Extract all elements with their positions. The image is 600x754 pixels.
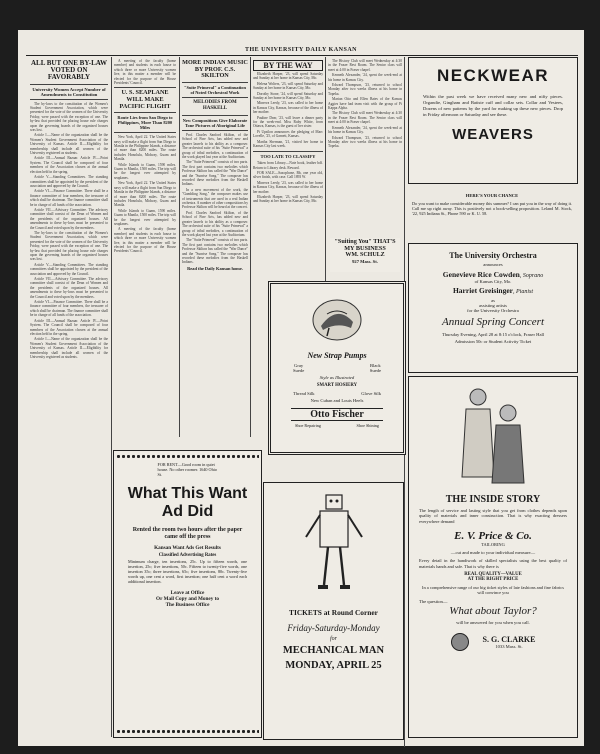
dotted-border-bottom [116, 729, 259, 734]
tickets-show: MECHANICAL MAN [282, 645, 385, 656]
news-item: Kenneth Alexander, '24, spent the week-end at his home in Kansas City. [328, 73, 402, 82]
ev-price-tailoring: TAILORING [481, 542, 505, 548]
seaplane-paragraph: While Islands to Guam, 1590 miles. Guam to Manila, 1500 miles. The trip will be the longest ever attempted by seaplanes. [114, 208, 176, 226]
by-the-way-item: Minerva Leedy, '23, was called to her home in Kansas City, Kansas, because of the illness of her mother. [253, 101, 323, 115]
strap-pumps-title: New Strap Pumps [307, 351, 367, 360]
otto-fischer-name: Otto Fischer [291, 408, 383, 421]
concert-for: for the University Orchestra [467, 308, 519, 313]
neckwear-title: NECKWEAR [436, 66, 550, 85]
concert-admission: Admission 50c or Student Activity Ticket [454, 339, 532, 344]
bylaws-paragraph: The by-laws to the constitution of the Women's Student Government Association, which were presented for the vote of the women of the University Friday, were passed with the exception of one. The by-law that provided for placing house rule charges upon the governing boards of the organized houses was lost. [30, 230, 108, 262]
bylaws-paragraph: Article VII.—Advisory Committee. The advisory committee shall consist of the Dean of Women and the presidents of the organized houses. All amendments to these by-laws must be presented to the Council and voted upon by the members. [30, 277, 108, 299]
seaplane-paragraph: A meeting of the faculty (home member) and students in each house to which three or more University women live, in this matter a member will be elected for the purpose of the House Presidents' Council. [114, 59, 176, 86]
classified-item: FOR SALE—Saxophone, Bb, one year old, silver finish, with case. Call 1893 W. [253, 170, 323, 180]
too-late-title: TOO LATE TO CLASSIFY [260, 153, 316, 159]
real-quality: REAL QUALITY—VALUE [464, 572, 522, 578]
chance-text: Do you want to make considerable money this summer? I can put you in the way of doing it. Call me up right away. This is positively not a book-selling proposition. Leland M. Stock, '22, 925 Indiana St., Phone 590 or K. U. 58. [412, 200, 572, 217]
masthead: THE UNIVERSITY DAILY KANSAN [244, 47, 358, 53]
bylaws-paragraph: Article V.—Standing Committees. The standing committees shall be appointed by the president of the association and approved by the Council. [30, 262, 108, 276]
want-ad-title: What This Want Ad Did [127, 485, 248, 520]
mechanical-man-illustration [302, 491, 366, 595]
bylaws-paragraph: Article I.—Name of the organization shall be the Women's Student Government Association of the University of Kansas. Article II.—Eligibility for membership shall include all women of the University registered as students. [30, 133, 108, 156]
concert-event: Annual Spring Concert [441, 316, 545, 328]
dotted-border-top [116, 454, 259, 459]
skilton-paragraph: Prof. Charles Sanford Skilton, of the School of Fine Arts, has added new and greater laurels to his ability as a composer. The orchestral suite of his "Suite Primeval" a group of tribal melodies, a continuation of the work played last year at the Auditorium. [182, 210, 248, 237]
seaplane-paragraph: While Islands to Guam, 1590 miles. Guam to Manila, 1500 miles. The trip will be the longest ever attempted by seaplanes. [114, 162, 176, 180]
concert-performer-2-role: , Pianist [513, 289, 534, 295]
by-the-way-item: Pauline Dear, '23, will leave a dinner party for the week-end. Miss Ruby White, from Ottawa, Kansas, is the guest of her sister. [253, 115, 323, 129]
concert-ad [408, 243, 578, 373]
skilton-paragraph: The "Suite Primeval" consists of two parts. The first part contains two melodies which Professor Skilton has called the "War Dance" and the "Sunrise Song." The composer has recorded these melodies from the Haskell Indians. [182, 238, 248, 265]
by-the-way-title: BY THE WAY [253, 60, 323, 71]
classified-item: Taken from Library—Note book, leather bdf. Return to Library desk. Reward. [253, 161, 323, 170]
skilton-subhead: "Suite Primeval" a Continuation of Noted Orchestral Work [184, 84, 246, 95]
news-item: Edward Thompson, '23, returned to school Monday after two weeks illness at his home in Topeka. [328, 83, 402, 96]
column-rule [179, 57, 180, 437]
schulz-ad-title: "Suiting You" THAT'S MY BUSINESS [334, 238, 396, 252]
by-the-way-item: Elizabeth Harper, '23, will spend Saturday and Sunday at her home in Kansas City, Mo. [253, 72, 323, 81]
column-rule [250, 57, 251, 437]
inside-story-text-3: In a comprehensive range of our big ticket styles of late fashions and fine fabrics will convince you [422, 585, 564, 596]
strap-style: Style as Illustrated [319, 375, 355, 380]
men-illustration [454, 383, 532, 487]
by-the-way-item: Elizabeth Harper, '23, will spend Saturday and Sunday at her home in Kansas City, Mo. [253, 194, 323, 204]
neckwear-ad [408, 57, 578, 184]
skilton-paragraph: In a new movement of the work, the "Gambling Song," the composer makes use of instruments that are used in a real Indian orchestra. A number of other compositions by Professor Skilton will be heard at the concert. [182, 187, 248, 210]
skilton-footer: Read the Daily Kansan home. [187, 265, 243, 271]
bylaws-paragraph: Article VI.—Finance Committee. There shall be a finance committee of four members, the treasurer of which shall be chairman. The finance committee shall be in charge of all funds of the association. [30, 300, 108, 318]
concert-performer-1-city: of Kansas City, Mo. [474, 279, 512, 284]
masthead-rule [26, 55, 578, 56]
strap-colors-left: Gray Suede [293, 363, 305, 373]
seaplane-headline: U. S. SEAPLANE WILL MAKE PACIFIC FLIGHT [119, 89, 171, 110]
news-item: The History Club will meet Wednesday at 4:30 in the Fraser Rest Room. The Senior class will meet at 4:00 in Fraser chapel. [328, 59, 402, 72]
want-ad-kansan: Kansan Want Ads Get Results [154, 545, 221, 551]
column-rule [325, 57, 326, 297]
want-ad-result: Rented the room two hours after the paper came off the press [132, 527, 243, 540]
by-the-way-item: Martha Sherman, '21, visited her home in Kansas City last week. [253, 139, 323, 149]
concert-as: as [491, 298, 495, 303]
strap-colors-right: Black Suede [369, 363, 381, 373]
concert-announces: announces [483, 262, 503, 267]
bylaws-paragraph: Article V.—Standing Committees. The standing committees shall be appointed by the president of the association and approved by the Council. [30, 175, 108, 188]
chance-title: HERE'S YOUR CHANCE [465, 193, 519, 198]
seaplane-paragraph: New York, April 22. The United States navy will make a flight from San Diego to Manila in the Philippine Islands, a distance of more than 8200 miles. The route includes Honolulu, Midway, Guam and Manila. [114, 181, 176, 208]
strap-tag-right: Shoe Shining [356, 423, 379, 428]
by-the-way-item: Minerva Leedy, '23, was called to her home in Kansas City, Kansas, because of the illness of her mother. [253, 180, 323, 194]
bylaws-paragraph: The by-laws to the constitution of the Women's Student Government Association, which were presented for the vote of the women of the University Friday, were passed with the exception of one. The by-law that provided for placing house rule charges upon the governing boards of the organized houses was lost. [30, 101, 108, 133]
clarke-address: 1033 Mass. St. [495, 643, 523, 649]
clarke-name: S. G. CLARKE [482, 634, 536, 644]
news-item: Kenneth Alexander, '24, spent the week-end at his home in Kansas City. [328, 125, 402, 135]
inside-story-line: —cut and made to your individual measure— [450, 550, 536, 556]
inside-story-ad [408, 376, 578, 738]
skilton-subhead: New Compositions Give Elaborate Tone Pictures of Aboriginal Life [182, 117, 248, 128]
concert-performer-1-role: , Soprano [519, 273, 544, 279]
inside-story-text-2: Every detail in the handiwork of skilled specialists using the best quality of materials hands and safe. That is why there is [419, 558, 567, 569]
column-seaplane [114, 59, 176, 437]
strap-tag-left: Shoe Repairing [295, 423, 321, 428]
bylaws-paragraph: Article III.—Annual Bazaar. Article IV.—Point System. The Council shall be composed of four members of the Association chosen at the annual election held in the spring. [30, 318, 108, 336]
inside-story-text: The length of service and lasting style that you get from clothes depends upon quality of materials and inner construction. That is why exacting dressers everywhere demand [419, 508, 567, 524]
want-ad-rates: Minimum charge, ten insertions, 25c. Up to fifteen words, one insertion, 25c; five insertions, 50c. Fifteen to twenty-five words, one insertion 35c; three insertions, 65c; five insertions, 80c. Twenty-five words up, one cent a word, first insertion; one half cent a word each additional insertion. [128, 559, 247, 584]
seaplane-paragraph: New York, April 22. The United States navy will make a flight from San Diego to Manila in the Philippine Islands, a distance of more than 8200 miles. The route includes Honolulu, Midway, Guam and Manila. [114, 135, 176, 162]
strap-hose-left: Thread Silk [293, 391, 315, 396]
want-ad-sample: FOR RENT—Good room in quiet house. No other roomer. 1640 Ohio St. [157, 462, 217, 477]
want-ad-office: The Business Office [165, 602, 210, 608]
strap-hosiery: SMART HOSIERY [316, 383, 358, 388]
tickets-date: MONDAY, APRIL 25 [285, 660, 382, 671]
schulz-ad-name: WM. SCHULZ [345, 252, 385, 258]
bylaws-subhead: University Women Accept Number of Amendments to Constitution [32, 86, 106, 97]
tickets-ad [263, 482, 404, 740]
want-ad-or: Or Mail Copy and Money to [156, 596, 219, 602]
tickets-for: for [329, 636, 337, 642]
column-history-club [328, 59, 402, 237]
seaplane-paragraph: A meeting of the faculty (home member) and students in each house to which three or more University women live, in this matter a member will be elected for the purpose of the House Presidents' Council. [114, 227, 176, 254]
bylaws-headline: ALL BUT ONE BY-LAW VOTED ON FAVORABLY [30, 59, 108, 82]
column-rule [111, 57, 112, 737]
tickets-line: TICKETS at Round Corner [289, 608, 378, 617]
skilton-paragraph: Prof. Charles Sanford Skilton, of the School of Fine Arts, has added new and greater laurels to his ability as a composer. The orchestral suite of his "Suite Primeval" a group of tribal melodies, a continuation of the work played last year at the Auditorium. [182, 132, 248, 159]
strap-hose-right: Glove Silk [361, 391, 381, 396]
column-bylaws [30, 59, 108, 739]
news-item: Edward Thompson, '23, returned to school Monday after two weeks illness at his home in Topeka. [328, 135, 402, 149]
want-ad-rate-title: Classified Advertising Rates [158, 553, 217, 558]
strap-heels: New Cuban and Louis Heels [310, 398, 364, 403]
inside-story-answer: will be answered for you when you call. [456, 619, 530, 625]
concert-performer-2: Harriet Greisinger [452, 286, 514, 295]
bylaws-paragraph: Article VII.—Advisory Committee. The advisory committee shall consist of the Dean of Women and the presidents of the organized houses. All amendments to these by-laws must be presented to the Council and voted upon by the members. [30, 207, 108, 230]
inside-story-question: The question— [419, 598, 448, 604]
clarke-emblem [451, 633, 469, 651]
schulz-ad [330, 238, 400, 272]
taylor-signature: What about Taylor? [449, 604, 537, 617]
right-price: AT THE RIGHT PRICE [467, 577, 519, 583]
inside-story-title: THE INSIDE STORY [445, 494, 541, 505]
skilton-paragraph: The "Suite Primeval" consists of two parts. The first part contains two melodies which Professor Skilton has called the "War Dance" and the "Sunrise Song." The composer has recorded these melodies from the Haskell Indians. [182, 160, 248, 187]
want-ad-leave: Leave at Office [170, 590, 205, 596]
skilton-subhead: MELODIES FROM HASKELL [193, 99, 237, 112]
strap-pumps-ad [268, 281, 406, 455]
column-by-the-way [253, 59, 323, 299]
chance-ad [412, 192, 572, 237]
schulz-ad-address: 927 Mass. St. [352, 259, 378, 264]
concert-performer-1: Genevieve Rice Cowden [442, 270, 520, 279]
skilton-headline: MORE INDIAN MUSIC BY PROF. C.S. SKILTON [182, 59, 248, 80]
weavers-name: WEAVERS [452, 126, 534, 143]
ev-price-logo: E. V. Price & Co. [454, 530, 532, 543]
bylaws-paragraph: Article I.—Name of the organization shall be the Women's Student Government Association of the University of Kansas. Article II.—Eligibility for membership shall include all women of the University registered as students. [30, 337, 108, 359]
bylaws-paragraph: Article VI.—Finance Committee. There shall be a finance committee of four members, the treasurer of which shall be chairman. The finance committee shall be in charge of all funds of the association. [30, 189, 108, 207]
news-item: Marian Otto and Ellen Bates of the Kansas Aggies have had team visit with the group of Pi Kappa Alpha. [328, 97, 402, 111]
by-the-way-item: Pi Upsilon announces the pledging of Marc Lovelle, '25, of Garnett, Kansas. [253, 129, 323, 139]
shoe-illustration [307, 296, 367, 342]
by-the-way-item: Helena Wolters, '23, will spend Saturday and Sunday at her home in Kansas City, Mo. [253, 81, 323, 91]
want-ad [113, 450, 262, 738]
news-item: The History Club will meet Wednesday at 4:30 in the Fraser Rest Room. The Senior class will meet at 4:00 in Fraser chapel. [328, 111, 402, 125]
bylaws-paragraph: Article III.—Annual Bazaar. Article IV.—Point System. The Council shall be composed of four members of the Association chosen at the annual election held in the spring. [30, 156, 108, 174]
by-the-way-item: Dorothy Stone, '24, will spend Saturday and Sunday at her home in Kansas City, Mo. [253, 91, 323, 101]
column-skilton [182, 59, 248, 437]
tickets-days: Friday-Saturday-Monday [287, 623, 380, 633]
neckwear-text: Within the past week we have received many new and nifty pieces. Organdie, Gingham and Batiste cuff and collar sets. Collar and Vestees, Dozens of new patterns by the yard for making up these new pieces. Drop in Friday afternoon or Saturday and see these. [423, 94, 563, 117]
seaplane-subhead: Route Lies from San Diego to Philippines, More Than 8200 Miles [117, 115, 173, 131]
concert-orchestra: The University Orchestra [449, 251, 537, 260]
concert-assisting: assisting artists [479, 303, 507, 308]
concert-date: Thursday Evening, April 28 at 8:15 o'clock, Fraser Hall [441, 332, 545, 337]
